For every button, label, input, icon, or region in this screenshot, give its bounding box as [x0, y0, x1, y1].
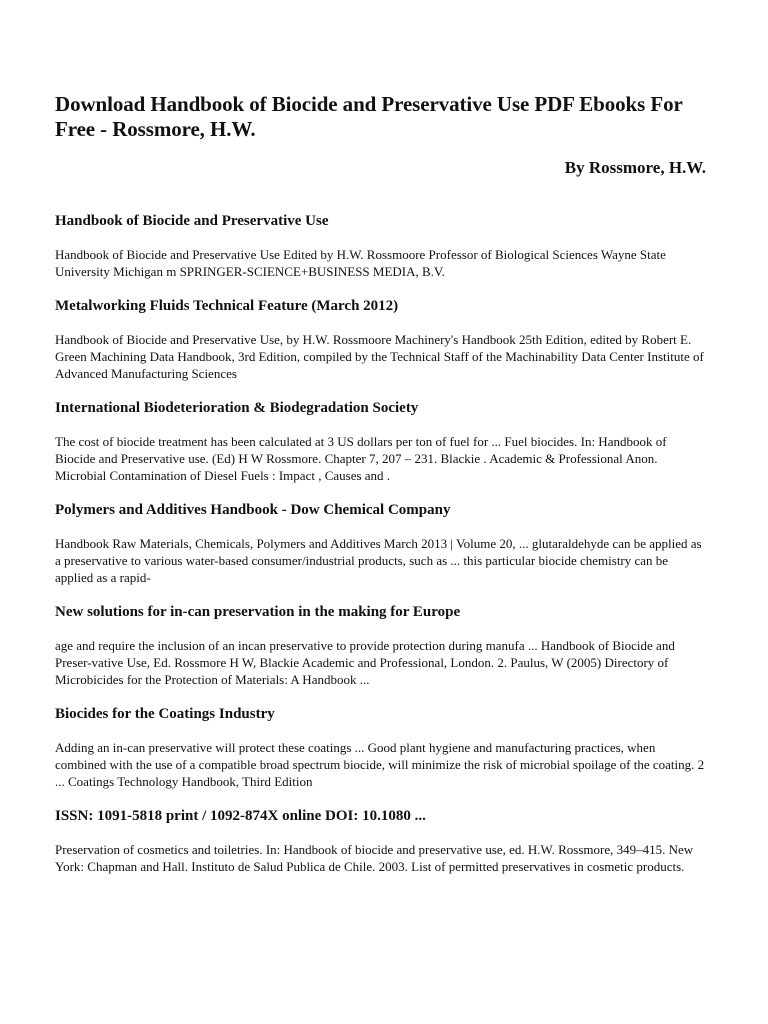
result-heading[interactable]: ISSN: 1091-5818 print / 1092-874X online DOI: 10.1080 ... — [55, 808, 426, 824]
result-item — [55, 501, 706, 586]
result-heading[interactable]: International Biodeterioration & Biodegradation Society — [55, 400, 419, 416]
result-heading[interactable]: Polymers and Additives Handbook - Dow Chemical Company — [55, 502, 451, 518]
result-item — [55, 399, 706, 484]
result-list — [55, 212, 706, 875]
result-heading[interactable]: New solutions for in-can preservation in the making for Europe — [55, 604, 461, 620]
page-title: Download Handbook of Biocide and Preservative Use PDF Ebooks For Free - Rossmore, H.W. — [55, 92, 683, 141]
result-item — [55, 603, 706, 688]
result-heading[interactable]: Handbook of Biocide and Preservative Use — [55, 213, 329, 229]
result-snippet: Adding an in-can preservative will protect these coatings ... Good plant hygiene and manufacturing practices, when combined with the use of a compatible broad spectrum biocide, will minimize the risk of microbial spoilage of the coating. 2 ... Coatings Technology Handbook, Third Edition — [55, 740, 705, 789]
result-heading[interactable]: Biocides for the Coatings Industry — [55, 706, 275, 722]
result-heading[interactable]: Metalworking Fluids Technical Feature (March 2012) — [55, 298, 399, 314]
result-item — [55, 212, 706, 280]
result-snippet: Handbook of Biocide and Preservative Use, by H.W. Rossmoore Machinery's Handbook 25th Edition, edited by Robert E. Green Machining Data Handbook, 3rd Edition, compiled by the Technical Staff of the Machinability Data Center Institute of Advanced Manufacturing Sciences — [55, 332, 704, 381]
result-snippet: Handbook Raw Materials, Chemicals, Polymers and Additives March 2013 | Volume 20, ... glutaraldehyde can be applied as a preservative to various water-based consumer/industrial products, such as ... this particular biocide chemistry can be applied as a rapid- — [55, 536, 702, 585]
author-byline: By Rossmore, H.W. — [564, 158, 706, 177]
result-snippet: Handbook of Biocide and Preservative Use Edited by H.W. Rossmoore Professor of Biological Sciences Wayne State University Michigan m SPRINGER-SCIENCE+BUSINESS MEDIA, B.V. — [55, 247, 666, 279]
result-snippet: The cost of biocide treatment has been calculated at 3 US dollars per ton of fuel for ... Fuel biocides. In: Handbook of Biocide and Preservative use. (Ed) H W Rossmore. Chapter 7, 207 – 231. Blackie . Academic & Professional Anon. Microbial Contamination of Diesel Fuels : Impact , Causes and . — [55, 434, 667, 483]
result-snippet: Preservation of cosmetics and toiletries. In: Handbook of biocide and preservative use, ed. H.W. Rossmore, 349–415. New York: Chapman and Hall. Instituto de Salud Publica de Chile. 2003. List of permitted preservatives in cosmetic products. — [55, 842, 694, 874]
result-item — [55, 297, 706, 382]
result-snippet: age and require the inclusion of an incan preservative to provide protection during manufa ... Handbook of Biocide and Preser-vative Use, Ed. Rossmore H W, Blackie Academic and Professional, London. 2. Paulus, W (2005) Directory of Microbicides for the Protection of Materials: A Handbook ... — [55, 638, 675, 687]
result-item — [55, 807, 706, 875]
result-item — [55, 705, 706, 790]
